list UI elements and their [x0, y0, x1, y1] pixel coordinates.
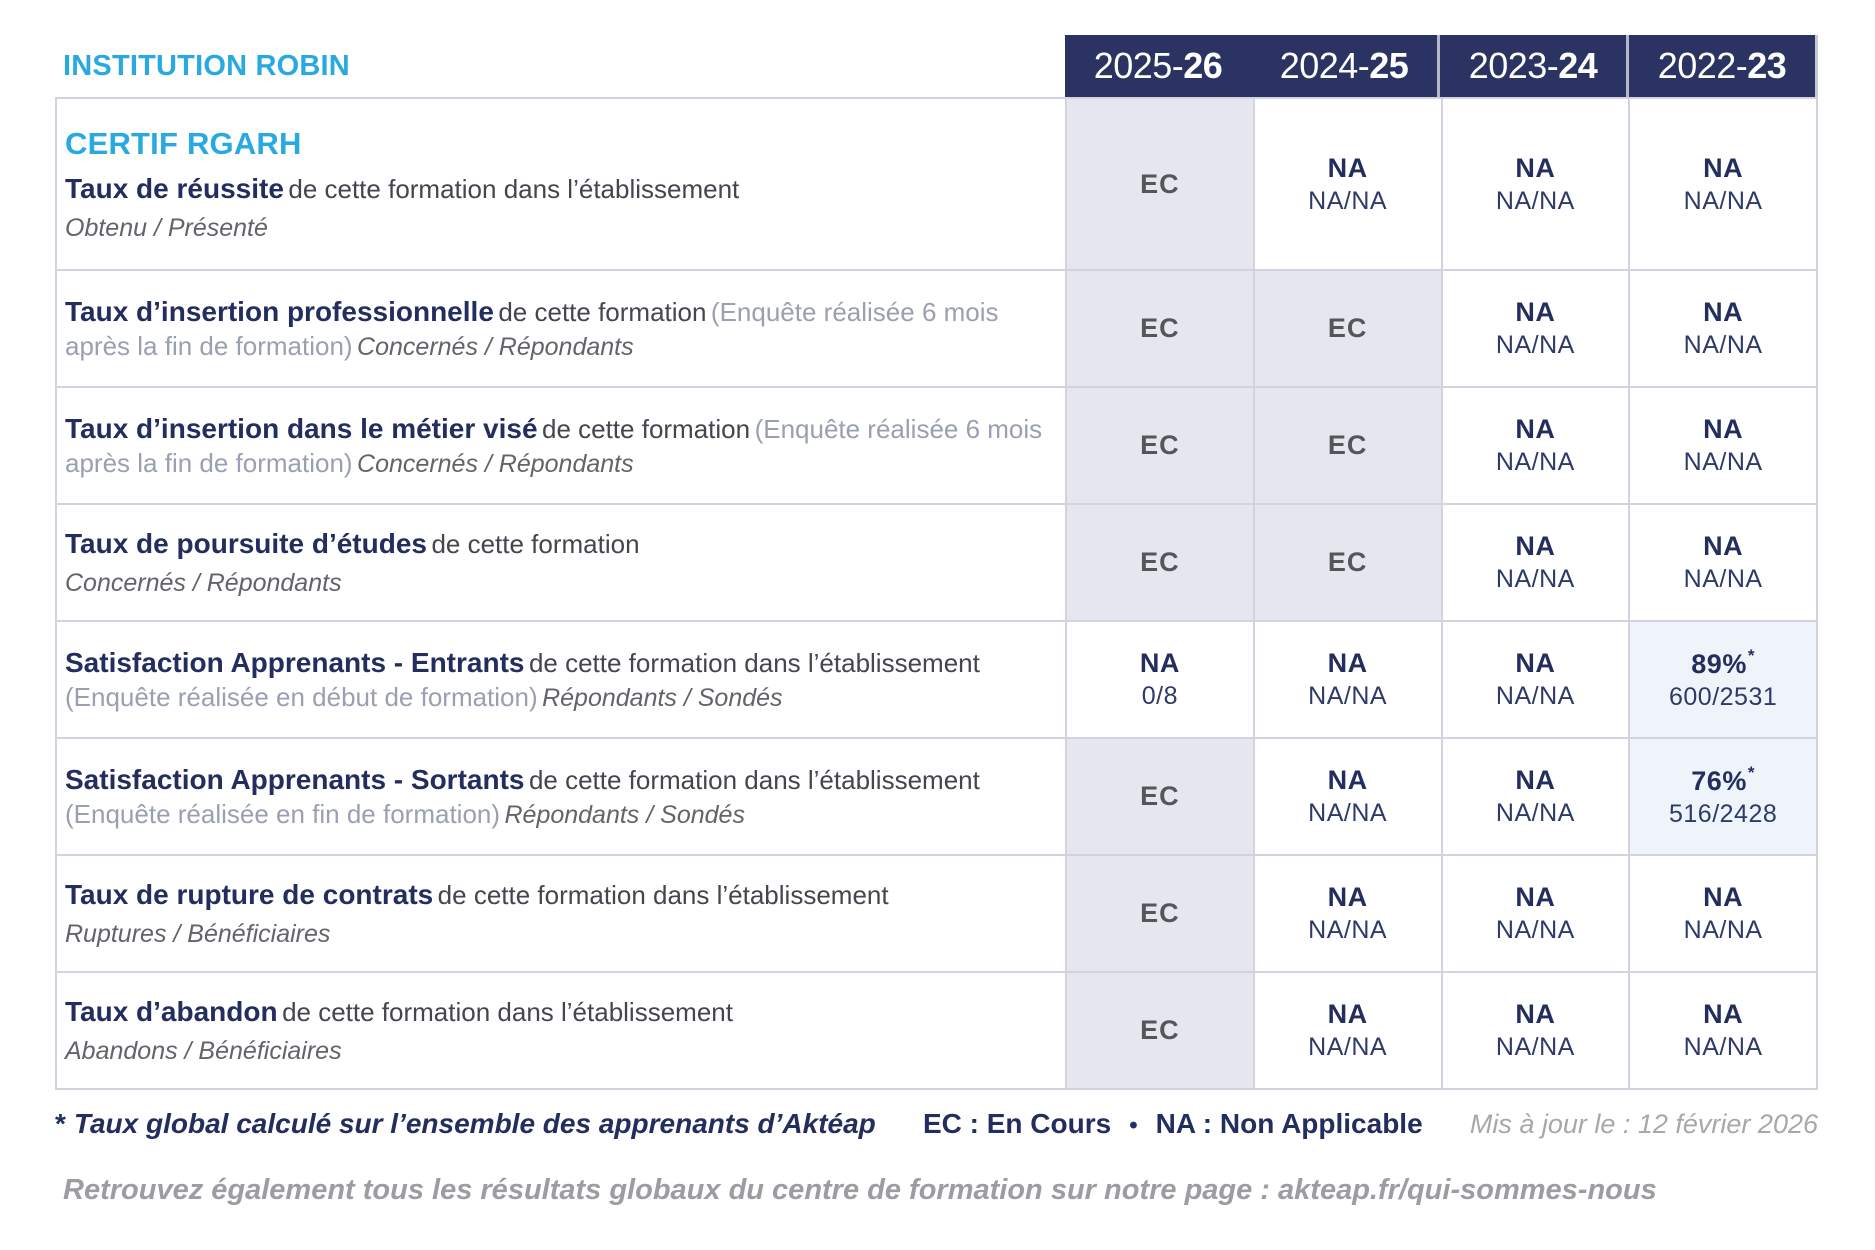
year-suffix: 24 — [1558, 45, 1598, 86]
year-column-header — [1437, 35, 1626, 97]
row-title-line — [65, 645, 1043, 714]
institution-title: INSTITUTION ROBIN — [63, 50, 350, 82]
bottom-note: Retrouvez également tous les résultats globaux du centre de formation sur notre page : akteap.fr/qui-sommes-nous — [63, 1174, 1657, 1206]
ratio-label: Ruptures / Bénéficiaires — [65, 919, 331, 948]
value-cell — [1628, 505, 1816, 620]
cell-sub-value: NA/NA — [1308, 799, 1388, 827]
cell-value: EC — [1327, 547, 1368, 577]
ratio-label: Concernés / Répondants — [357, 332, 634, 361]
cell-sub-value: NA/NA — [1495, 682, 1575, 710]
year-prefix: 2023- — [1468, 45, 1559, 86]
metric-desc: de cette formation — [431, 529, 640, 560]
value-cell — [1065, 739, 1253, 854]
cell-sub-value: NA/NA — [1495, 916, 1575, 944]
cell-value: EC — [1327, 430, 1368, 460]
cell-sub-value: NA/NA — [1308, 916, 1388, 944]
row-title-line — [65, 877, 1043, 913]
metric-desc: de cette formation dans l’établissement — [282, 997, 733, 1028]
ratio-label: Répondants / Sondés — [542, 683, 783, 712]
metric-paren: (Enquête réalisée 6 mois après la fin de formation) — [65, 296, 999, 361]
ratio-label: Concernés / Répondants — [65, 568, 342, 597]
cell-sub-value: NA/NA — [1495, 799, 1575, 827]
cell-value: NA — [1515, 765, 1556, 795]
row-title-line — [65, 526, 1043, 562]
year-header-band — [1065, 35, 1818, 97]
cell-value: NA — [1515, 531, 1556, 561]
cell-value: NA — [1515, 152, 1556, 183]
cell-sub-value: 600/2531 — [1668, 682, 1778, 711]
metric-title: Taux de poursuite d’études — [65, 528, 427, 560]
cell-value: NA — [1703, 882, 1744, 912]
row-title-line — [65, 411, 1043, 480]
row-title-line — [65, 294, 1043, 363]
value-cell — [1253, 505, 1441, 620]
value-cell — [1441, 505, 1629, 620]
metric-desc: de cette formation dans l’établissement — [528, 647, 980, 678]
value-cell — [1253, 856, 1441, 971]
cell-value: NA — [1327, 152, 1368, 183]
value-cell — [1628, 99, 1816, 269]
row-label — [57, 271, 1065, 386]
row-label — [57, 739, 1065, 854]
cell-value: NA — [1515, 414, 1556, 444]
cell-value: NA — [1327, 882, 1368, 912]
metric-title: Taux de rupture de contrats — [65, 879, 434, 911]
cell-value: NA — [1515, 882, 1556, 912]
certification-title: CERTIF RGARH — [65, 126, 302, 162]
cell-value: EC — [1140, 430, 1180, 460]
cell-sub-value: NA/NA — [1308, 682, 1388, 710]
row-title-line — [65, 171, 1043, 207]
cell-sub-value: NA/NA — [1495, 186, 1575, 215]
cell-value: NA — [1327, 765, 1368, 795]
metric-paren: (Enquête réalisée 6 mois après la fin de formation) — [65, 413, 1043, 478]
cell-value: NA — [1703, 999, 1744, 1029]
year-prefix: 2024- — [1279, 45, 1370, 86]
value-cell — [1253, 973, 1441, 1088]
metric-title: Satisfaction Apprenants - Sortants — [65, 763, 525, 795]
metric-title: Taux d’abandon — [65, 996, 278, 1028]
top-bar — [55, 0, 1818, 97]
value-cell — [1441, 856, 1629, 971]
value-cell — [1253, 271, 1441, 386]
cell-value: NA — [1703, 297, 1744, 327]
metric-paren: (Enquête réalisée en fin de formation) — [65, 798, 501, 829]
asterisk: * — [55, 1108, 66, 1139]
table-row — [57, 503, 1816, 620]
ratio-label: Abandons / Bénéficiaires — [65, 1036, 342, 1065]
cell-value: NA — [1327, 648, 1368, 678]
cell-value: 76%* — [1691, 762, 1755, 796]
table-row — [57, 269, 1816, 386]
legend — [923, 1108, 1423, 1140]
value-cell — [1065, 271, 1253, 386]
row-label — [57, 856, 1065, 971]
row-label — [57, 973, 1065, 1088]
row-title-line — [65, 994, 1043, 1030]
cell-value: EC — [1140, 1015, 1180, 1045]
metric-title: Taux d’insertion dans le métier visé — [65, 412, 538, 444]
year-suffix: 25 — [1369, 45, 1409, 86]
metric-desc: de cette formation dans l’établissement — [528, 764, 980, 795]
metric-title: Taux d’insertion professionnelle — [65, 295, 494, 327]
value-cell — [1441, 973, 1629, 1088]
metric-desc: de cette formation dans l’établissement — [437, 880, 889, 911]
value-cell — [1628, 856, 1816, 971]
row-label — [57, 505, 1065, 620]
value-cell — [1628, 739, 1816, 854]
cell-value: EC — [1327, 313, 1368, 343]
row-label — [57, 388, 1065, 503]
value-cell — [1441, 99, 1629, 269]
cell-sub-value: NA/NA — [1308, 1033, 1388, 1061]
ratio-label: Concernés / Répondants — [357, 449, 634, 478]
year-prefix: 2022- — [1657, 45, 1748, 86]
footnote-text: Taux global calculé sur l’ensemble des apprenants d’Aktéap — [73, 1108, 876, 1139]
metric-desc: de cette formation — [498, 296, 707, 327]
cell-value: NA — [1139, 648, 1180, 678]
cell-value: NA — [1703, 152, 1744, 183]
cell-sub-value: NA/NA — [1495, 1033, 1575, 1061]
value-cell — [1628, 271, 1816, 386]
legend-na: NA : Non Applicable — [1155, 1108, 1423, 1139]
value-cell — [1441, 271, 1629, 386]
metric-desc: de cette formation dans l’établissement — [288, 173, 740, 204]
cell-sub-value: NA/NA — [1683, 186, 1763, 215]
results-table — [55, 97, 1818, 1090]
cell-sub-value: NA/NA — [1683, 1033, 1763, 1061]
table-row — [57, 971, 1816, 1088]
table-row — [57, 386, 1816, 503]
cell-value: NA — [1327, 999, 1368, 1029]
value-cell — [1065, 388, 1253, 503]
cell-value: NA — [1515, 999, 1556, 1029]
value-cell — [1065, 856, 1253, 971]
value-cell — [1441, 739, 1629, 854]
cell-sub-value: NA/NA — [1683, 916, 1763, 944]
cell-sub-value: NA/NA — [1495, 331, 1575, 359]
cell-sub-value: NA/NA — [1683, 448, 1763, 476]
cell-sub-value: NA/NA — [1683, 565, 1763, 593]
cell-sub-value: NA/NA — [1683, 331, 1763, 359]
value-cell — [1628, 388, 1816, 503]
value-cell — [1253, 622, 1441, 737]
value-cell — [1441, 388, 1629, 503]
cell-value: EC — [1140, 168, 1180, 199]
cell-sub-value: NA/NA — [1495, 565, 1575, 593]
row-label — [57, 99, 1065, 269]
asterisk: * — [1747, 762, 1755, 782]
updated-date: Mis à jour le : 12 février 2026 — [1469, 1109, 1818, 1139]
year-column-header — [1626, 35, 1815, 97]
year-prefix: 2025- — [1093, 45, 1184, 86]
cell-value: NA — [1515, 648, 1556, 678]
value-cell — [1253, 99, 1441, 269]
table-row — [57, 737, 1816, 854]
table-row — [57, 854, 1816, 971]
value-cell — [1065, 99, 1253, 269]
ratio-label: Obtenu / Présenté — [65, 213, 268, 242]
value-cell — [1628, 622, 1816, 737]
cell-value: NA — [1703, 414, 1744, 444]
ratio-label: Répondants / Sondés — [504, 800, 745, 829]
value-cell — [1441, 622, 1629, 737]
value-cell — [1628, 973, 1816, 1088]
year-suffix: 26 — [1183, 45, 1223, 86]
metric-title: Taux de réussite — [65, 172, 284, 204]
value-cell — [1065, 505, 1253, 620]
cell-value: EC — [1140, 898, 1180, 928]
row-title-line — [65, 762, 1043, 831]
cell-sub-value: 0/8 — [1141, 682, 1178, 710]
cell-sub-value: NA/NA — [1308, 186, 1388, 215]
footnote — [55, 1108, 876, 1140]
cell-value: EC — [1140, 547, 1180, 577]
table-row — [57, 99, 1816, 269]
metric-title: Satisfaction Apprenants - Entrants — [65, 646, 525, 678]
row-label — [57, 622, 1065, 737]
year-column-header — [1065, 35, 1251, 97]
metric-desc: de cette formation — [541, 413, 751, 444]
year-suffix: 23 — [1747, 45, 1787, 86]
table-row — [57, 620, 1816, 737]
legend-ec: EC : En Cours — [922, 1108, 1112, 1139]
asterisk: * — [1747, 645, 1755, 665]
cell-value: EC — [1140, 781, 1180, 811]
cell-value: NA — [1703, 531, 1744, 561]
year-column-header — [1251, 35, 1437, 97]
cell-value: NA — [1515, 297, 1556, 327]
cell-sub-value: 516/2428 — [1668, 799, 1778, 828]
value-cell — [1065, 973, 1253, 1088]
cell-value: EC — [1140, 313, 1180, 343]
metric-paren: (Enquête réalisée en début de formation) — [65, 681, 538, 712]
bullet-separator: • — [1129, 1112, 1138, 1139]
value-cell — [1253, 388, 1441, 503]
value-cell — [1253, 739, 1441, 854]
footer-line — [55, 1108, 1818, 1140]
cell-value: 89%* — [1691, 645, 1755, 679]
value-cell — [1065, 622, 1253, 737]
cell-sub-value: NA/NA — [1495, 448, 1575, 476]
